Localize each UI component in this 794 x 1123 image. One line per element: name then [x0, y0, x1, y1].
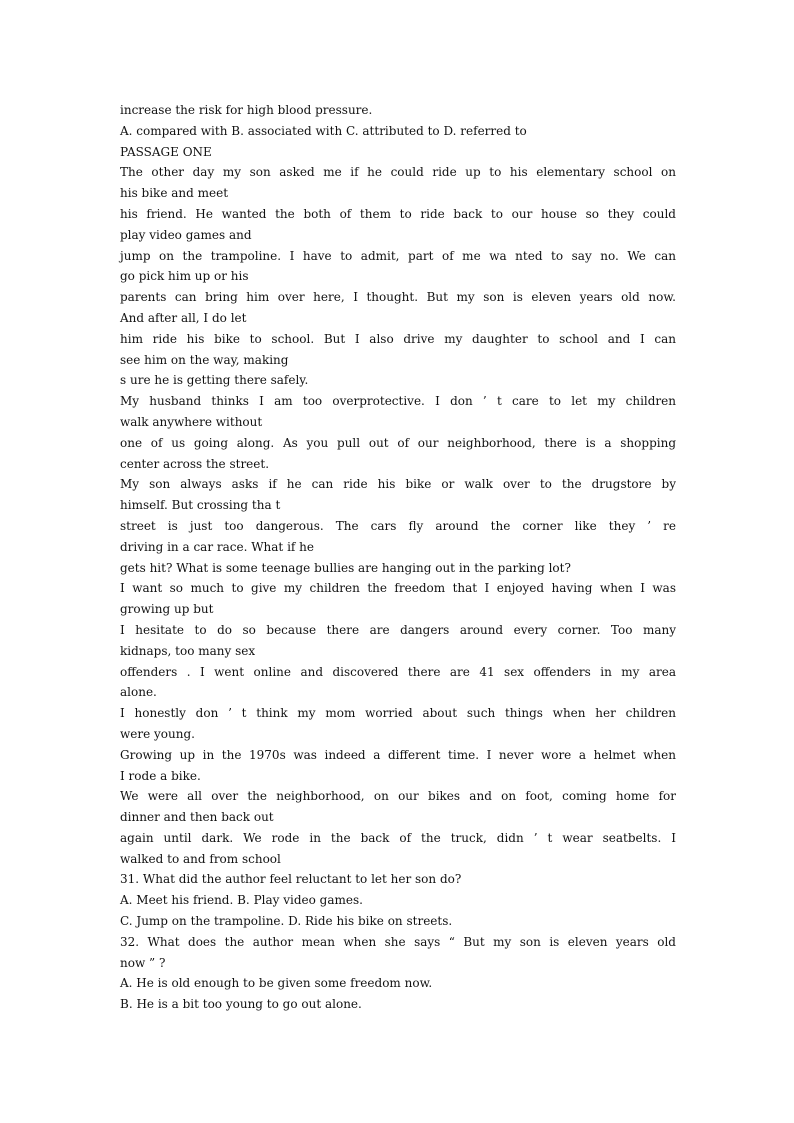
- text-line: The other day my son asked me if he could ride up to his elementary school on: [120, 165, 676, 180]
- text-line: walk anywhere without: [120, 414, 263, 429]
- text-line: I want so much to give my children the freedom that I enjoyed having when I was: [120, 581, 676, 596]
- text-line: My husband thinks I am too overprotective. I don ’ t care to let my children: [120, 394, 676, 409]
- text-line: I honestly don ’ t think my mom worried about such things when her children: [120, 706, 676, 721]
- text-line: 31. What did the author feel reluctant to let her son do?: [120, 872, 462, 887]
- text-line: again until dark. We rode in the back of the truck, didn ’ t wear seatbelts. I: [120, 830, 676, 845]
- text-line: I rode a bike.: [120, 768, 201, 783]
- text-line: walked to and from school: [120, 851, 281, 866]
- text-line: A. Meet his friend. B. Play video games.: [120, 893, 363, 908]
- text-line: driving in a car race. What if he: [120, 539, 314, 554]
- text-line: him ride his bike to school. But I also drive my daughter to school and I can: [120, 331, 676, 346]
- text-line: My son always asks if he can ride his bike or walk over to the drugstore by: [120, 477, 676, 492]
- text-line: PASSAGE ONE: [120, 144, 212, 159]
- text-line: gets hit? What is some teenage bullies are hanging out in the parking lot?: [120, 560, 571, 575]
- text-line: parents can bring him over here, I thought. But my son is eleven years old now.: [120, 290, 676, 305]
- text-line: And after all, I do let: [120, 310, 247, 325]
- text-line: growing up but: [120, 602, 214, 617]
- text-line: We were all over the neighborhood, on our bikes and on foot, coming home for: [120, 789, 676, 804]
- text-line: C. Jump on the trampoline. D. Ride his bike on streets.: [120, 914, 453, 929]
- text-line: his bike and meet: [120, 186, 229, 201]
- text-line: street is just too dangerous. The cars fly around the corner like they ’ re: [120, 518, 676, 533]
- text-line: 32. What does the author mean when she says “ But my son is eleven years old: [120, 934, 676, 949]
- text-line: himself. But crossing tha t: [120, 498, 281, 513]
- text-line: B. He is a bit too young to go out alone.: [120, 997, 362, 1012]
- text-line: kidnaps, too many sex: [120, 643, 256, 658]
- text-line: jump on the trampoline. I have to admit, part of me wa nted to say no. We can: [120, 248, 676, 263]
- text-line: I hesitate to do so because there are dangers around every corner. Too many: [120, 622, 676, 637]
- text-line: his friend. He wanted the both of them to ride back to our house so they could: [120, 206, 676, 221]
- text-line: go pick him up or his: [120, 269, 249, 284]
- text-line: see him on the way, making: [120, 352, 289, 367]
- document-body: [120, 100, 676, 1015]
- text-line: A. compared with B. associated with C. attributed to D. referred to: [120, 123, 527, 138]
- text-line: now ” ?: [120, 955, 166, 970]
- text-line: play video games and: [120, 227, 252, 242]
- text-line: one of us going along. As you pull out of our neighborhood, there is a shopping: [120, 435, 676, 450]
- text-line: alone.: [120, 685, 157, 700]
- text-line: dinner and then back out: [120, 810, 274, 825]
- text-line: increase the risk for high blood pressure.: [120, 103, 373, 117]
- text-line: were young.: [120, 726, 195, 741]
- text-line: offenders . I went online and discovered there are 41 sex offenders in my area: [120, 664, 676, 679]
- text-line: Growing up in the 1970s was indeed a different time. I never wore a helmet when: [120, 747, 676, 762]
- text-line: s ure he is getting there safely.: [120, 373, 309, 388]
- text-line: center across the street.: [120, 456, 270, 471]
- text-line: A. He is old enough to be given some freedom now.: [120, 976, 433, 991]
